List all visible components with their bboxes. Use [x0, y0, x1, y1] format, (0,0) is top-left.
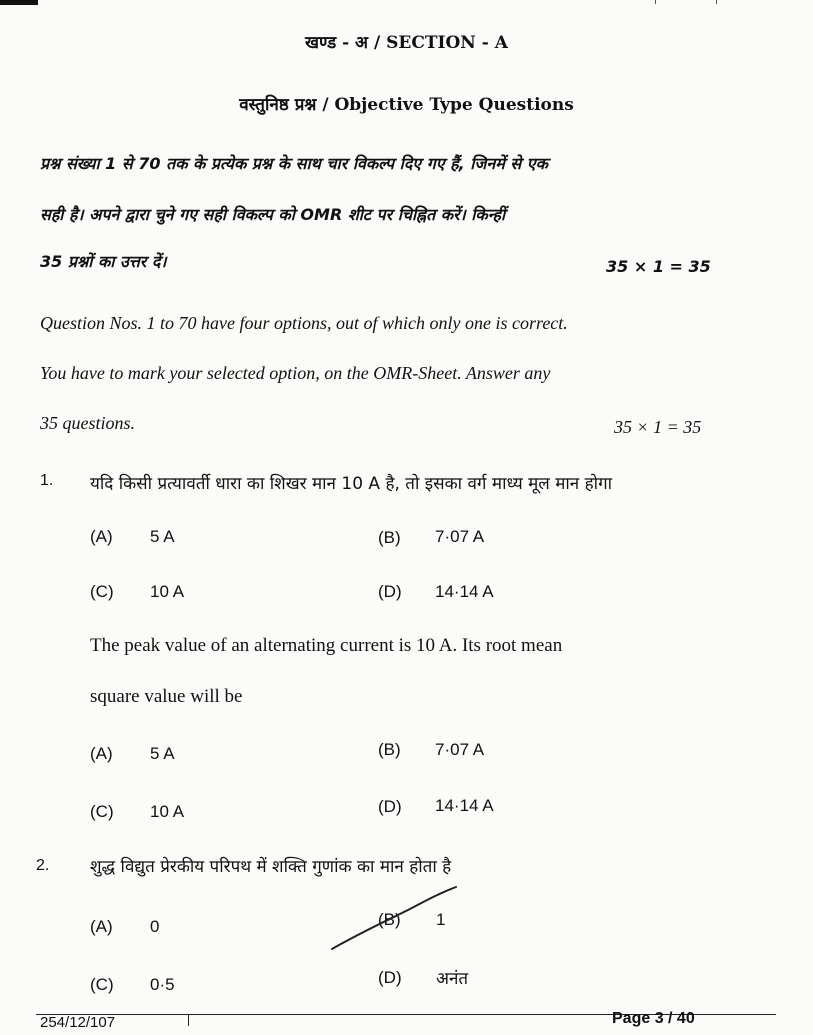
question-number: 1.	[40, 472, 54, 489]
option-label: (A)	[90, 527, 113, 546]
question-2-hindi-text: शुद्ध विद्युत प्रेरकीय परिपथ में शक्ति गुणांक का मान होता है	[90, 857, 452, 877]
footer-divider	[188, 1014, 189, 1026]
option-value: 10 A	[150, 802, 185, 821]
option-value: 1	[436, 910, 446, 929]
option-value: 7·07 A	[435, 527, 485, 546]
question-number: 2.	[36, 857, 50, 874]
option-label: (A)	[90, 917, 113, 936]
option-value: 0·5	[150, 975, 175, 994]
section-title: खण्ड - अ / SECTION - A	[305, 33, 508, 53]
english-instruction-line-2: You have to mark your selected option, on the OMR-Sheet. Answer any	[40, 363, 551, 383]
option-label: (D)	[378, 797, 402, 816]
option-label: (C)	[90, 802, 114, 821]
page-number: Page 3 / 40	[612, 1010, 695, 1027]
top-edge-mark	[0, 0, 38, 5]
option-label: (D)	[378, 582, 402, 601]
question-1-hindi-text: यदि किसी प्रत्यावर्ती धारा का शिखर मान 10 A है, तो इसका वर्ग माध्य मूल मान होगा	[90, 474, 613, 494]
english-instruction-line-1: Question Nos. 1 to 70 have four options, out of which only one is correct.	[40, 313, 568, 333]
question-1-english-text-line-2: square value will be	[90, 686, 243, 707]
english-instruction-line-3: 35 questions.	[40, 413, 136, 433]
option-value: 5 A	[150, 744, 175, 763]
option-label: (C)	[90, 975, 114, 994]
option-value: अनंत	[436, 969, 469, 988]
option-value: 14·14 A	[435, 582, 494, 601]
paper-code: 254/12/107	[40, 1014, 116, 1031]
hindi-instruction-line-1: प्रश्न संख्या 1 से 70 तक के प्रत्येक प्रश्न के साथ चार विकल्प दिए गए हैं, जिनमें से एक	[40, 154, 548, 173]
option-value: 7·07 A	[435, 740, 485, 759]
option-value: 5 A	[150, 527, 175, 546]
option-label: (B)	[378, 740, 401, 759]
option-value: 14·14 A	[435, 796, 494, 815]
option-label: (B)	[378, 528, 401, 547]
option-label: (A)	[90, 744, 113, 763]
option-value: 0	[150, 917, 160, 936]
top-right-bracket	[655, 0, 717, 4]
hindi-instruction-line-2: सही है। अपने द्वारा चुने गए सही विकल्प को OMR शीट पर चिह्नित करें। किन्हीं	[40, 205, 506, 224]
option-label: (C)	[90, 582, 114, 601]
hindi-instruction-line-3: 35 प्रश्नों का उत्तर दें।	[40, 252, 167, 271]
hindi-marks: 35 × 1 = 35	[606, 257, 711, 276]
pen-tick-mark	[330, 885, 460, 955]
english-marks: 35 × 1 = 35	[614, 417, 702, 437]
option-label: (D)	[378, 968, 402, 987]
question-1-english-text-line-1: The peak value of an alternating current is 10 A. Its root mean	[90, 635, 563, 656]
option-value: 10 A	[150, 582, 185, 601]
sub-title: वस्तुनिष्ठ प्रश्न / Objective Type Questions	[239, 95, 574, 115]
option-label: (B)	[378, 910, 401, 929]
